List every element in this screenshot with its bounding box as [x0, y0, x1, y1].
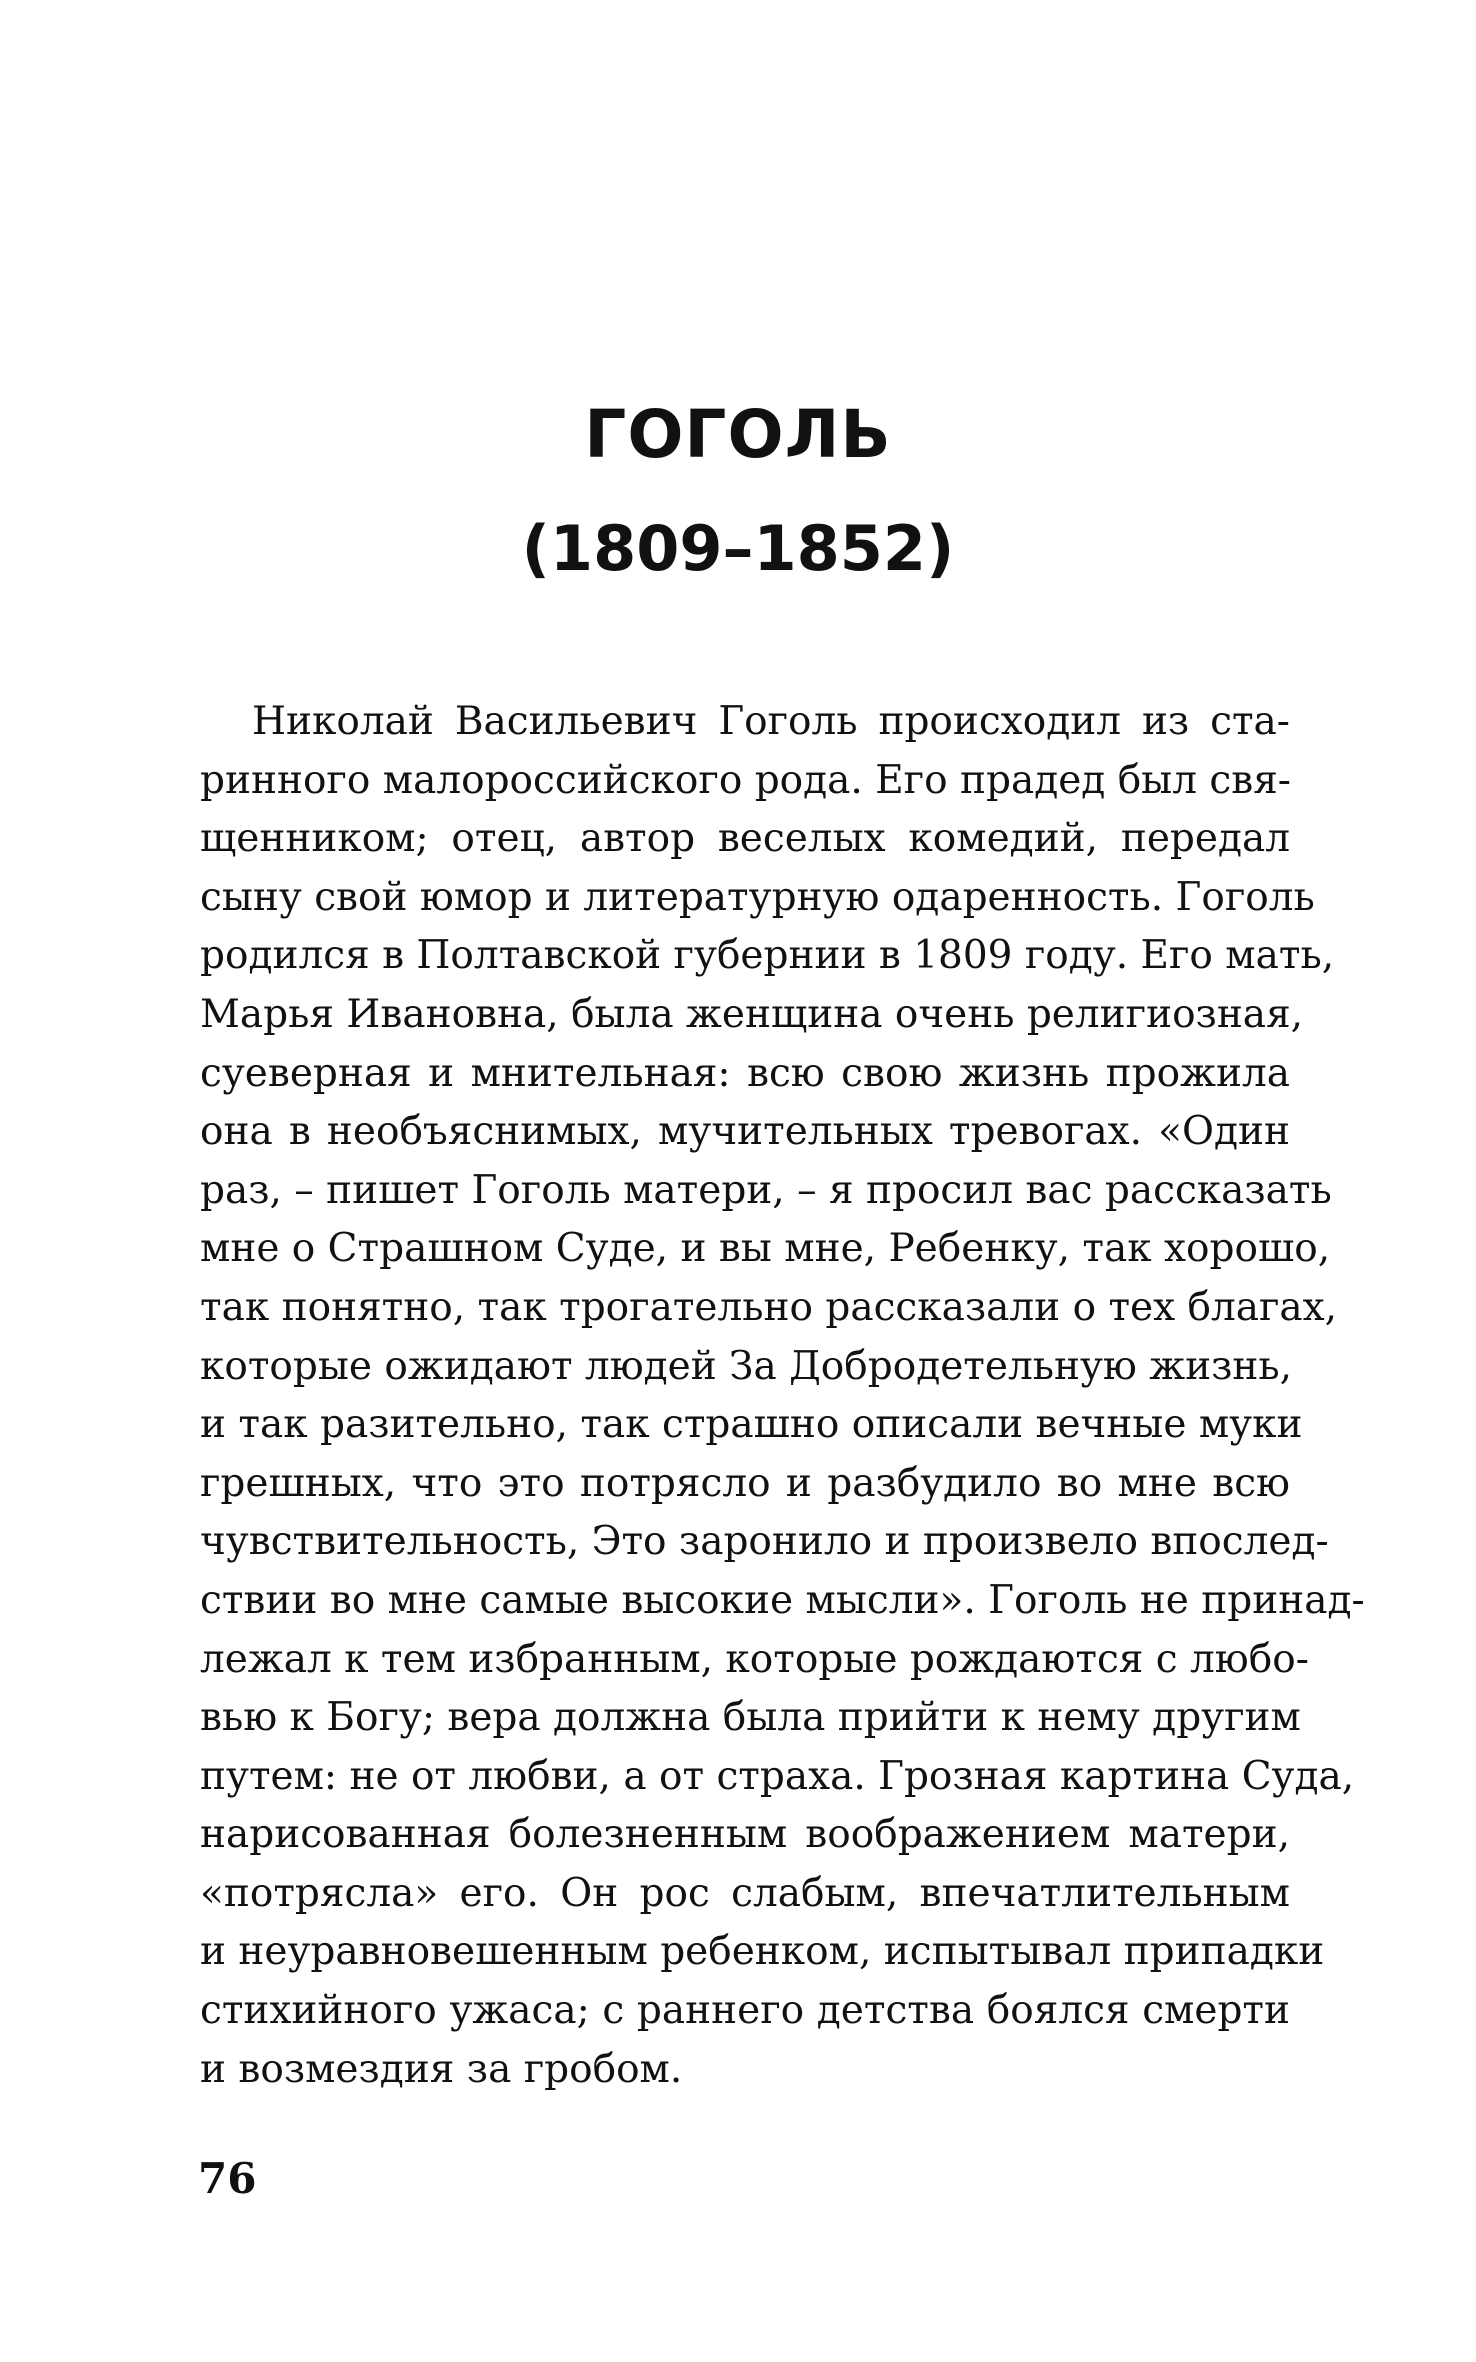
- text-line: и неуравновешенным ребенком, испытывал припадки: [200, 1929, 1325, 1975]
- text-line: и так разительно, так страшно описали вечные муки: [200, 1402, 1303, 1448]
- text-line: ринного малороссийского рода. Его прадед был свя-: [200, 757, 1291, 803]
- page-number: 76: [198, 2154, 257, 2203]
- text-line: она в необъяснимых, мучительных тревогах. «Один: [200, 1109, 1290, 1155]
- chapter-title: ГОГОЛЬ: [584, 396, 892, 473]
- text-line: так понятно, так трогательно рассказали о тех благах,: [200, 1284, 1338, 1330]
- body-text: [200, 693, 1365, 2099]
- text-line: сыну свой юмор и литературную одаренность. Гоголь: [200, 874, 1315, 920]
- text-line: нарисованная болезненным воображением матери,: [200, 1812, 1290, 1858]
- text-line: и возмездия за гробом.: [200, 2046, 683, 2092]
- text-line: стихийного ужаса; с раннего детства боялся смерти: [200, 1988, 1290, 2034]
- text-line: «потрясла» его. Он рос слабым, впечатлительным: [200, 1870, 1290, 1916]
- text-line: путем: не от любви, а от страха. Грозная картина Суда,: [200, 1753, 1355, 1799]
- text-line: ствии во мне самые высокие мысли». Гоголь не принад-: [200, 1577, 1365, 1623]
- text-line: суеверная и мнительная: всю свою жизнь прожила: [200, 1050, 1290, 1096]
- chapter-years: (1809–1852): [521, 512, 955, 585]
- text-line: Марья Ивановна, была женщина очень религиозная,: [200, 991, 1304, 1037]
- text-line: Николай Васильевич Гоголь происходил из ста-: [252, 699, 1290, 744]
- text-line: щенником; отец, автор веселых комедий, передал: [200, 816, 1290, 862]
- text-line: лежал к тем избранным, которые рождаются с любо-: [200, 1636, 1309, 1682]
- text-line: вью к Богу; вера должна была прийти к нему другим: [200, 1695, 1301, 1741]
- text-line: родился в Полтавской губернии в 1809 году. Его мать,: [200, 933, 1335, 979]
- text-line: раз, – пишет Гоголь матери, – я просил вас рассказать: [200, 1167, 1332, 1213]
- text-line: мне о Страшном Суде, и вы мне, Ребенку, так хорошо,: [200, 1226, 1331, 1272]
- text-line: чувствительность, Это заронило и произвело впослед-: [200, 1519, 1329, 1565]
- text-line: грешных, что это потрясло и разбудило во мне всю: [200, 1460, 1290, 1506]
- text-line: которые ожидают людей За Добродетельную жизнь,: [200, 1343, 1293, 1389]
